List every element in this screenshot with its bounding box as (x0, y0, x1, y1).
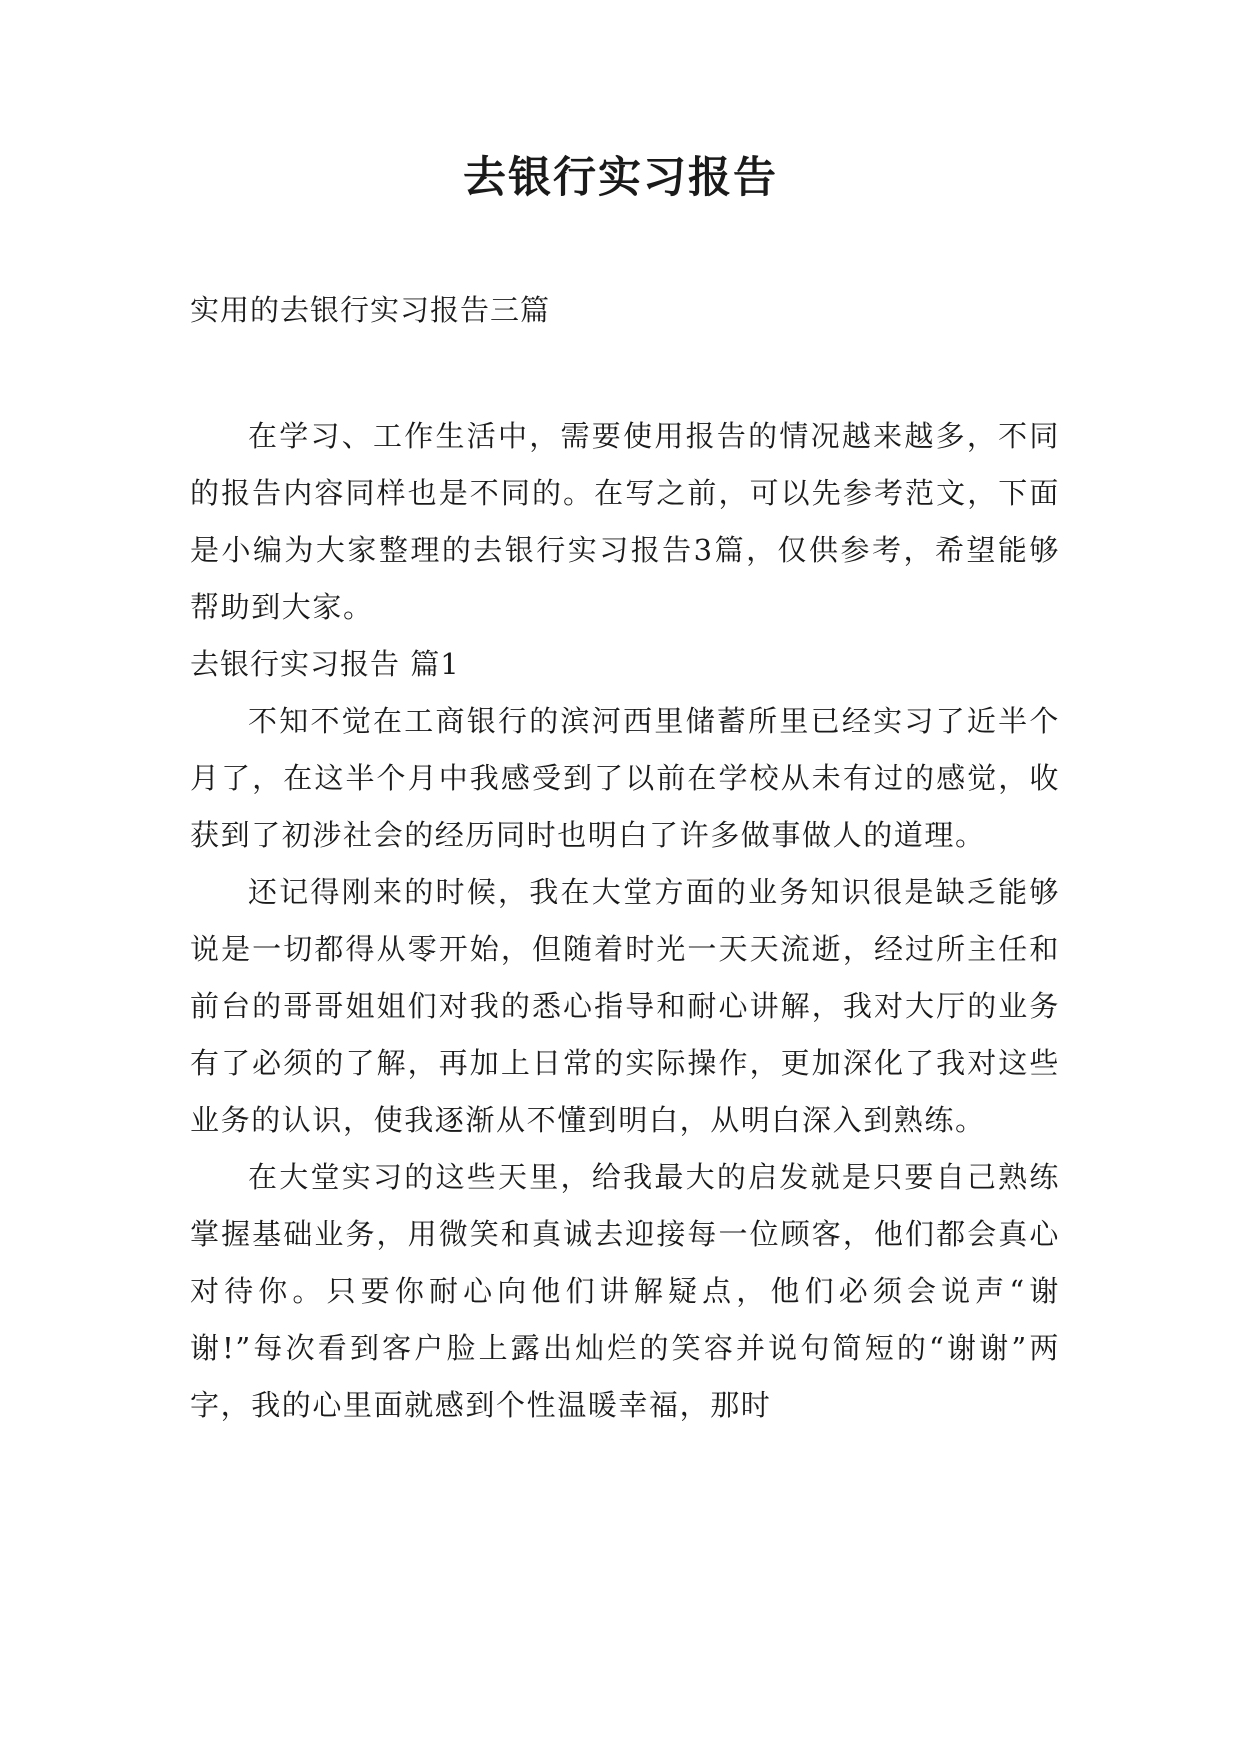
section-heading: 去银行实习报告 篇1 (190, 647, 460, 681)
body-paragraph: 还记得刚来的时候，我在大堂方面的业务知识很是缺乏能够说是一切都得从零开始，但随着时光一天天流逝，经过所主任和前台的哥哥姐姐们对我的悉心指导和耐心讲解，我对大厅的业务有了必须的了解，再加上日常的实际操作，更加深化了我对这些业务的认识，使我逐渐从不懂到明白，从明白深入到熟练。 (190, 875, 1060, 1137)
document-title: 去银行实习报告 (463, 153, 778, 203)
document-body (190, 408, 1060, 1434)
document-subtitle: 实用的去银行实习报告三篇 (190, 293, 551, 327)
body-paragraph: 在大堂实习的这些天里，给我最大的启发就是只要自己熟练掌握基础业务，用微笑和真诚去迎接每一位顾客，他们都会真心对待你。只要你耐心向他们讲解疑点，他们必须会说声“谢谢!”每次看到客户脸上露出灿烂的笑容并说句简短的“谢谢”两字，我的心里面就感到个性温暖幸福，那时 (190, 1160, 1060, 1422)
intro-paragraph: 在学习、工作生活中，需要使用报告的情况越来越多，不同的报告内容同样也是不同的。在写之前，可以先参考范文，下面是小编为大家整理的去银行实习报告3篇，仅供参考，希望能够帮助到大家。 (190, 419, 1060, 624)
body-paragraph: 不知不觉在工商银行的滨河西里储蓄所里已经实习了近半个月了，在这半个月中我感受到了以前在学校从未有过的感觉，收获到了初涉社会的经历同时也明白了许多做事做人的道理。 (190, 704, 1060, 852)
